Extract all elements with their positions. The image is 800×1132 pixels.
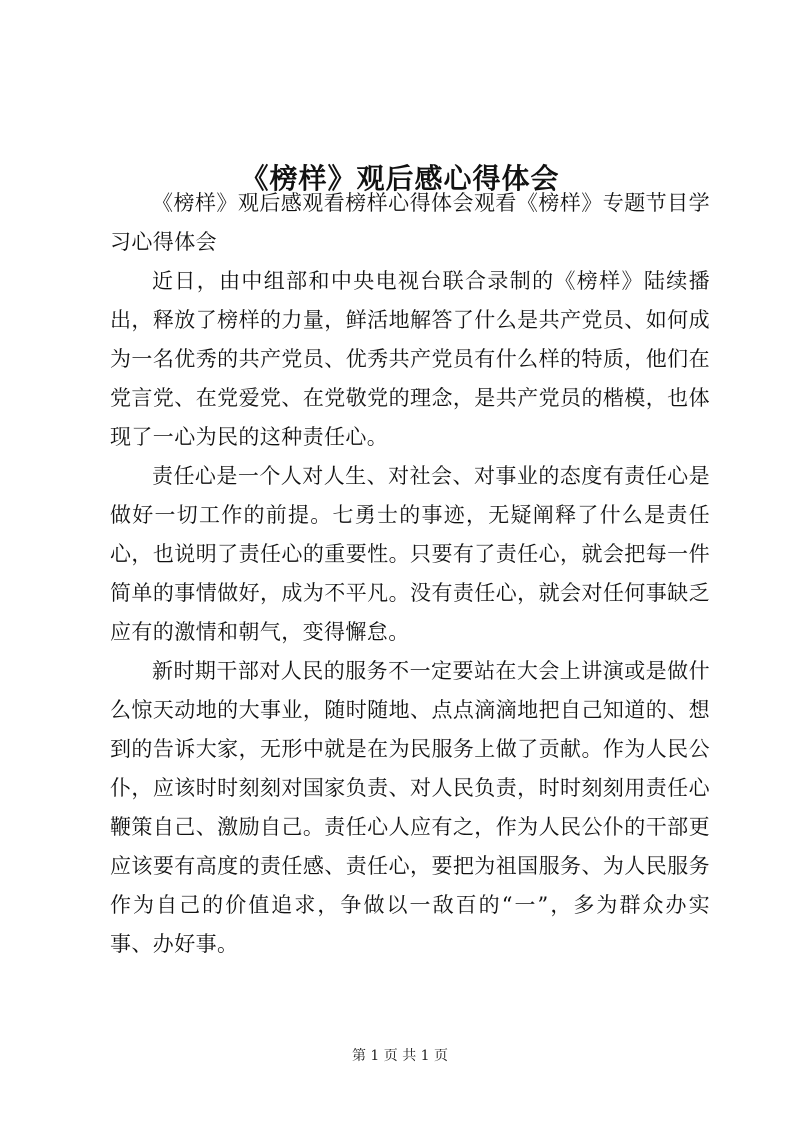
document-body [110,184,710,964]
page-number-footer: 第 1 页 共 1 页 [351,1048,449,1064]
paragraph-3: 新时期干部对人民的服务不一定要站在大会上讲演或是做什么惊天动地的大事业，随时随地、点点滴滴地把自己知道的、想到的告诉大家，无形中就是在为民服务上做了贡献。作为人民公仆，应该时时刻刻对国家负责、对人民负责，时时刻刻用责任心鞭策自己、激励自己。责任心人应有之，作为人民公仆的干部更应该要有高度的责任感、责任心，要把为祖国服务、为人民服务作为自己的价值追求，争做以一敌百的“一”，多为群众办实事、办好事。 [110,659,710,956]
paragraph-1: 近日，由中组部和中央电视台联合录制的《榜样》陆续播出，释放了榜样的力量，鲜活地解答了什么是共产党员、如何成为一名优秀的共产党员、优秀共产党员有什么样的特质，他们在党言党、在党爱党、在党敬党的理念，是共产党员的楷模，也体现了一心为民的这种责任心。 [110,269,710,449]
paragraph-subtitle: 《榜样》观后感观看榜样心得体会观看《榜样》专题节目学习心得体会 [110,191,710,254]
document-title: 《榜样》观后感心得体会 [240,161,560,195]
paragraph-2: 责任心是一个人对人生、对社会、对事业的态度有责任心是做好一切工作的前提。七勇士的事迹，无疑阐释了什么是责任心，也说明了责任心的重要性。只要有了责任心，就会把每一件简单的事情做好，成为不平凡。没有责任心，就会对任何事缺乏应有的激情和朝气，变得懈怠。 [110,464,710,644]
